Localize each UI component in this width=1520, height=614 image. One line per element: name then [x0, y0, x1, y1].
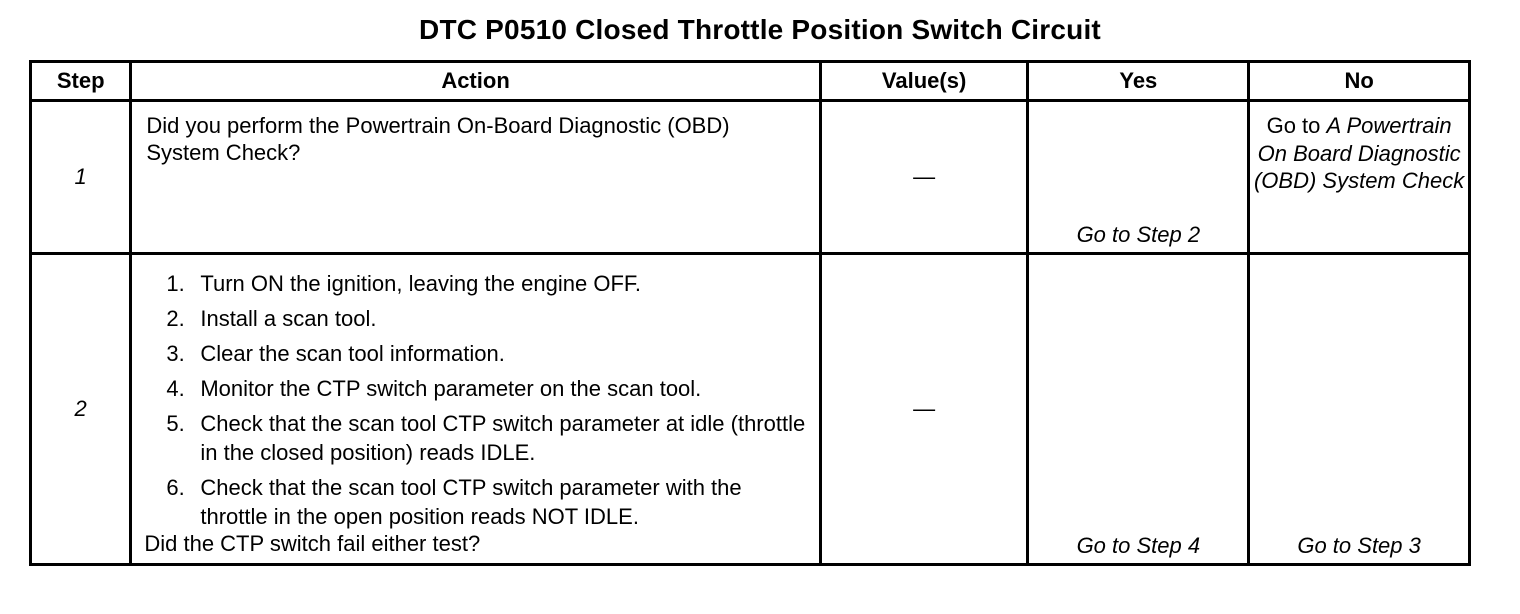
list-item-number: 5.	[166, 411, 185, 436]
table-row	[31, 254, 1470, 565]
list-item	[166, 374, 806, 403]
yes-outcome: Go to Step 4	[1076, 533, 1201, 558]
step-number: 2	[31, 254, 131, 565]
list-item-number: 4.	[166, 376, 185, 401]
action-cell	[131, 254, 820, 565]
header-step: Step	[31, 62, 131, 101]
list-item	[166, 473, 806, 531]
header-values: Value(s)	[820, 62, 1028, 101]
header-yes: Yes	[1028, 62, 1249, 101]
list-item-number: 2.	[166, 306, 185, 331]
no-outcome: Go to Step 3	[1297, 533, 1421, 558]
list-item-text: Clear the scan tool information.	[200, 341, 505, 366]
list-item-text: Check that the scan tool CTP switch parameter with the throttle in the open position reads NOT IDLE.	[200, 475, 742, 529]
value-cell: —	[820, 101, 1028, 254]
document-title: DTC P0510 Closed Throttle Position Switch Circuit	[419, 14, 1101, 45]
no-outcome-prefix: Go to	[1266, 113, 1327, 138]
table-header-row	[31, 62, 1470, 101]
yes-cell	[1028, 101, 1249, 254]
no-outcome	[1250, 112, 1468, 195]
list-item-text: Monitor the CTP switch parameter on the scan tool.	[200, 376, 702, 401]
list-item-text: Install a scan tool.	[200, 306, 377, 331]
header-no: No	[1249, 62, 1470, 101]
list-item-number: 1.	[166, 271, 185, 296]
action-steps-list	[166, 269, 806, 537]
action-question: Did you perform the Powertrain On-Board Diagnostic (OBD) System Check?	[146, 113, 730, 165]
no-cell	[1249, 101, 1470, 254]
list-item-text: Turn ON the ignition, leaving the engine OFF.	[200, 271, 641, 296]
list-item	[166, 304, 806, 333]
header-action: Action	[131, 62, 820, 101]
list-item	[166, 269, 806, 298]
action-cell	[131, 101, 820, 254]
table-row	[31, 101, 1470, 254]
no-cell	[1249, 254, 1470, 565]
yes-cell	[1028, 254, 1249, 565]
list-item-number: 3.	[166, 341, 185, 366]
list-item-number: 6.	[166, 475, 185, 500]
step-number: 1	[31, 101, 131, 254]
list-item	[166, 339, 806, 368]
value-cell: —	[820, 254, 1028, 565]
list-item	[166, 409, 806, 467]
list-item-text: Check that the scan tool CTP switch parameter at idle (throttle in the closed position) reads IDLE.	[200, 411, 806, 465]
action-question: Did the CTP switch fail either test?	[144, 531, 481, 556]
no-outcome-reference: A Powertrain On Board Diagnostic (OBD) System Check	[1253, 113, 1465, 193]
yes-outcome: Go to Step 2	[1076, 222, 1201, 247]
diagnostic-table	[29, 60, 1471, 566]
